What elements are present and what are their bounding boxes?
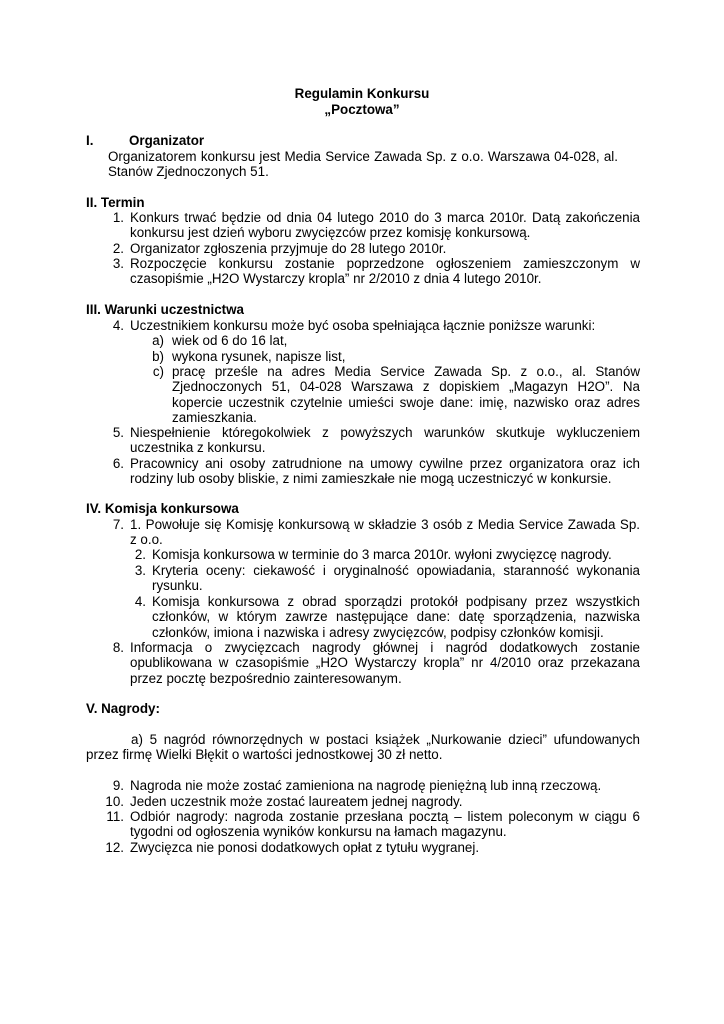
list-item xyxy=(102,809,640,840)
list-item xyxy=(108,210,640,241)
sub-list-item xyxy=(130,594,640,640)
list-item xyxy=(102,778,640,793)
section-5-heading: V. Nagrody: xyxy=(86,701,160,716)
list-item-number: 4. xyxy=(112,318,124,333)
list-item-text: 1. Powołuje się Komisję konkursową w składzie 3 osób z Media Service Zawada Sp. z o.o. xyxy=(130,517,640,548)
list-item-text: Organizator zgłoszenia przyjmuje do 28 lutego 2010r. xyxy=(130,241,447,256)
list-item-text: Rozpoczęcie konkursu zostanie poprzedzone ogłoszeniem zamieszczonym w czasopiśmie „H2O Wystarczy kropla” nr 2/2010 z dnia 4 lutego 2010r. xyxy=(130,256,640,287)
list-item-number: 1. xyxy=(112,210,124,225)
section-1-text: Organizatorem konkursu jest Media Service Zawada Sp. z o.o. Warszawa 04-028, al. Stanów Zjednoczonych 51. xyxy=(108,149,618,180)
sub-list-item-letter: b) xyxy=(152,349,164,364)
list-item-number: 6. xyxy=(112,456,124,471)
sub-list-item-number: 2. xyxy=(134,547,146,562)
document-subtitle: „Pocztowa” xyxy=(324,102,400,117)
sub-list-item-letter: c) xyxy=(152,364,164,379)
sub-list-item xyxy=(150,349,640,364)
list-item-number: 8. xyxy=(112,640,124,655)
list-item-number: 10. xyxy=(105,794,124,809)
list-item xyxy=(108,241,640,256)
list-item-text: Odbiór nagrody: nagroda zostanie przesłana pocztą – listem poleconym w ciągu 6 tygodni od ogłoszenia wyników konkursu na łamach magazynu. xyxy=(130,809,640,840)
list-item-number: 5. xyxy=(112,425,124,440)
sub-list-item xyxy=(150,333,640,348)
list-item-number: 3. xyxy=(112,256,124,271)
list-item-text: Nagroda nie może zostać zamieniona na nagrodę pieniężną lub inną rzeczową. xyxy=(130,778,602,793)
sub-list-item-number: 3. xyxy=(134,563,146,578)
list-item-text: Zwycięzca nie ponosi dodatkowych opłat z tytułu wygranej. xyxy=(130,840,480,855)
sub-list-item-text: pracę prześle na adres Media Service Zawada Sp. z o.o., al. Stanów Zjednoczonych 51, 04-028 Warszawa z dopiskiem „Magazyn H2O”. Na kopercie uczestnik czytelnie umieści swoje dane: imię, nazwisko oraz adres zamieszkania. xyxy=(172,364,640,426)
list-item-number: 2. xyxy=(112,241,124,256)
sub-list-item-text: wiek od 6 do 16 lat, xyxy=(172,333,288,348)
list-item xyxy=(108,517,640,548)
document-title: Regulamin Konkursu xyxy=(294,86,430,101)
list-item xyxy=(108,256,640,287)
list-item xyxy=(108,456,640,487)
list-item-text: Informacja o zwycięzcach nagrody głównej i nagród dodatkowych zostanie opublikowana w czasopiśmie „H2O Wystarczy kropla” nr 4/2010 oraz przekazana przez pocztę bezpośrednio zainteresowanym. xyxy=(130,640,640,686)
sub-list-item-text: Komisja konkursowa z obrad sporządzi protokół podpisany przez wszystkich członków, w którym zawrze następujące dane: datę sporządzenia, nazwiska członków, imiona i nazwiska i adresy zwycięzców, podpisy członków komisji. xyxy=(152,594,640,640)
sub-list-item xyxy=(150,364,640,426)
list-item-number: 9. xyxy=(112,778,124,793)
list-item-number: 12. xyxy=(105,840,124,855)
sub-list-item-letter: a) xyxy=(152,333,164,348)
list-item-number: 11. xyxy=(106,809,124,824)
sub-list-item-number: 4. xyxy=(134,594,146,609)
list-item xyxy=(102,840,640,855)
list-item-number: 7. xyxy=(112,517,124,532)
list-item-text: Jeden uczestnik może zostać laureatem jednej nagrody. xyxy=(130,794,463,809)
list-item xyxy=(102,794,640,809)
list-item xyxy=(108,318,640,333)
sub-list-item-text: Komisja konkursowa w terminie do 3 marca 2010r. wyłoni zwycięzcę nagrody. xyxy=(152,547,612,562)
section-1-number: I. xyxy=(86,133,94,148)
section-2-heading: II. Termin xyxy=(86,195,145,210)
sub-list-item xyxy=(130,547,640,562)
sub-list-item-text: Kryteria oceny: ciekawość i oryginalność opowiadania, staranność wykonania rysunku. xyxy=(152,563,640,594)
list-item-text: Niespełnienie któregokolwiek z powyższych warunków skutkuje wykluczeniem uczestnika z konkursu. xyxy=(130,425,640,456)
section-1-heading: Organizator xyxy=(129,133,205,148)
list-item-text: Konkurs trwać będzie od dnia 04 lutego 2010 do 3 marca 2010r. Datą zakończenia konkursu jest dzień wyboru zwycięzców przez komisję konkursową. xyxy=(130,210,640,241)
list-item-text: Uczestnikiem konkursu może być osoba spełniająca łącznie poniższe warunki: xyxy=(130,318,596,333)
sub-list-item-text: wykona rysunek, napisze list, xyxy=(172,349,346,364)
list-item-text: Pracownicy ani osoby zatrudnione na umowy cywilne przez organizatora oraz ich rodziny lub osoby bliskie, z nimi zamieszkałe nie mogą uczestniczyć w konkursie. xyxy=(130,456,640,487)
list-item xyxy=(108,640,640,686)
sub-list-item xyxy=(130,563,640,594)
section-4-heading: IV. Komisja konkursowa xyxy=(86,501,239,516)
section-3-heading: III. Warunki uczestnictwa xyxy=(86,302,244,317)
list-item xyxy=(108,425,640,456)
prize-description: a) 5 nagród równorzędnych w postaci książek „Nurkowanie dzieci” ufundowanych przez firmę Wielki Błękit o wartości jednostkowej 30 zł netto. xyxy=(86,732,640,763)
